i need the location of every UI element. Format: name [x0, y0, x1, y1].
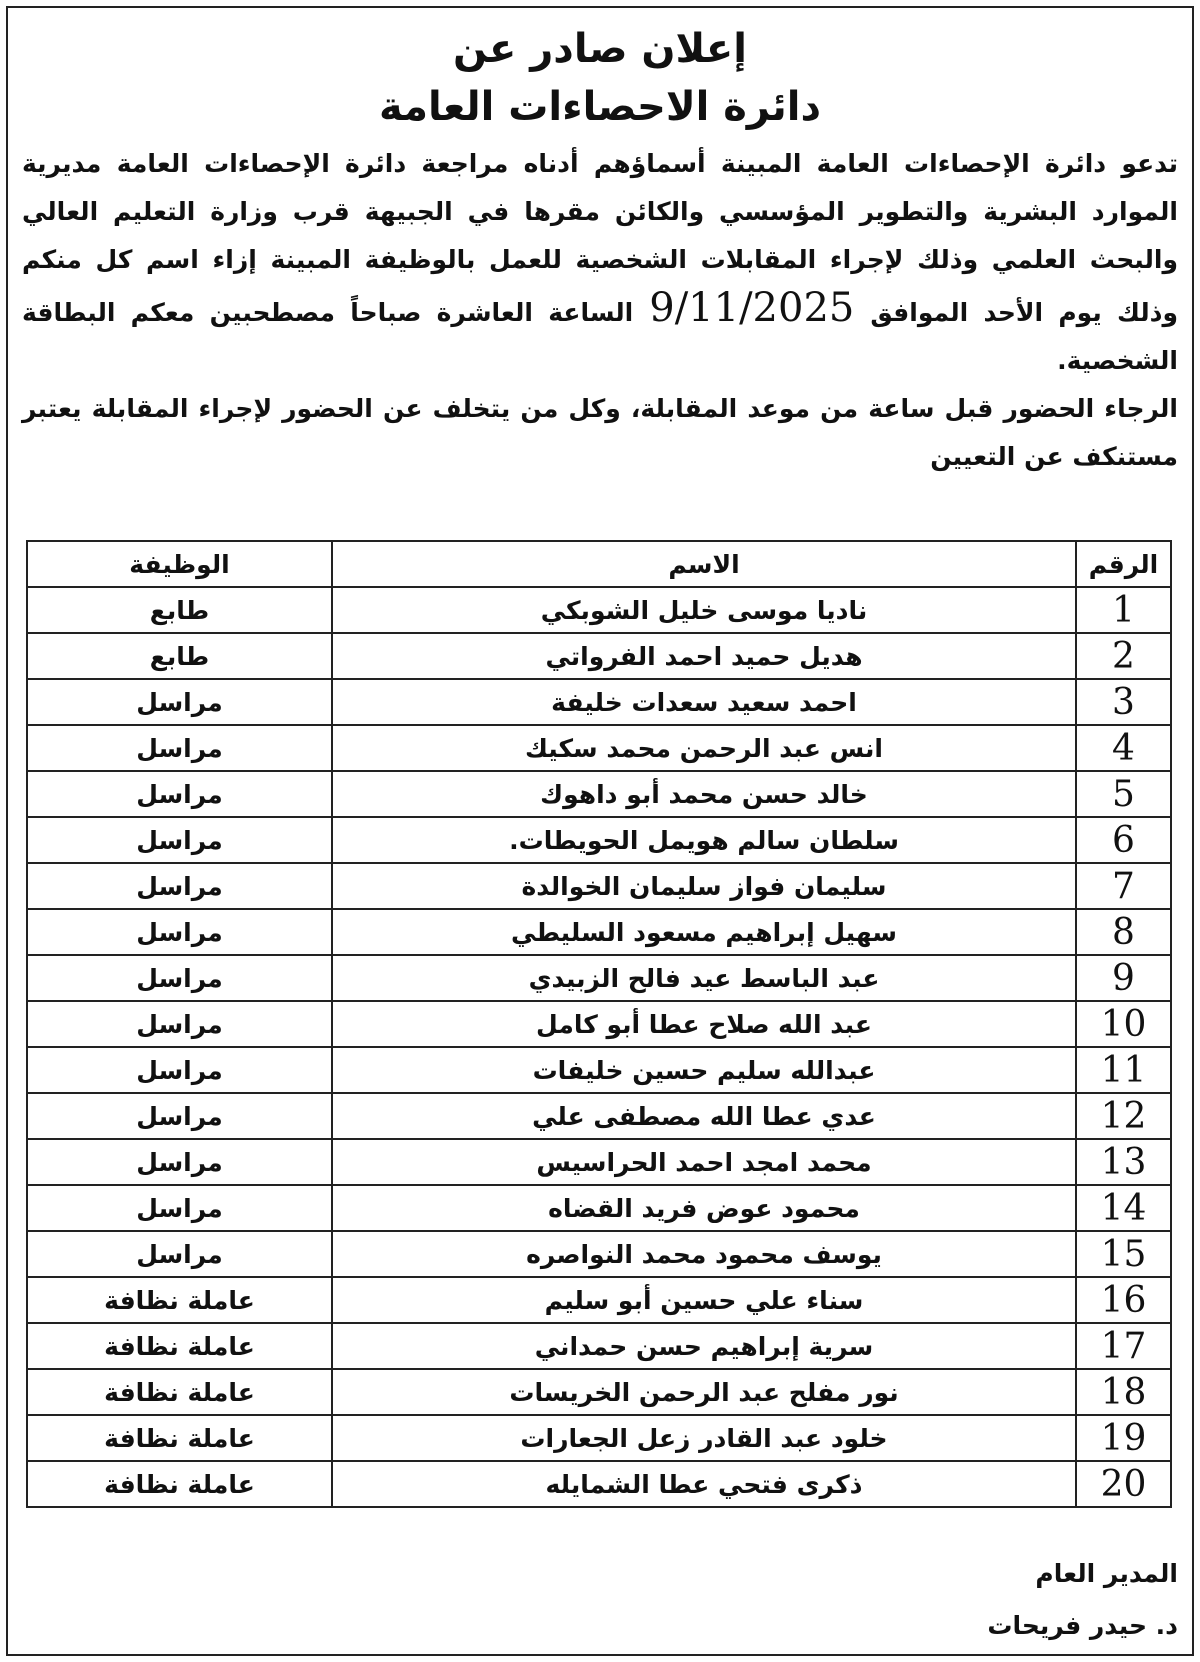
table-row	[27, 1415, 1171, 1461]
row-name: خالد حسن محمد أبو داهوك	[332, 771, 1076, 817]
table-row	[27, 1185, 1171, 1231]
row-number: 14	[1076, 1185, 1171, 1231]
row-number: 3	[1076, 679, 1171, 725]
row-name: عبدالله سليم حسين خليفات	[332, 1047, 1076, 1093]
row-job: عاملة نظافة	[27, 1461, 332, 1507]
row-job: مراسل	[27, 1231, 332, 1277]
row-name: انس عبد الرحمن محمد سكيك	[332, 725, 1076, 771]
table-row	[27, 1323, 1171, 1369]
row-job: عاملة نظافة	[27, 1369, 332, 1415]
row-job: مراسل	[27, 909, 332, 955]
row-job: مراسل	[27, 679, 332, 725]
row-name: سرية إبراهيم حسن حمداني	[332, 1323, 1076, 1369]
row-job: مراسل	[27, 817, 332, 863]
row-name: سلطان سالم هويمل الحويطات.	[332, 817, 1076, 863]
table-row	[27, 633, 1171, 679]
table-row	[27, 1231, 1171, 1277]
row-name: عبد الباسط عيد فالح الزبيدي	[332, 955, 1076, 1001]
column-header-job: الوظيفة	[27, 541, 332, 587]
row-job: مراسل	[27, 725, 332, 771]
row-job: مراسل	[27, 1047, 332, 1093]
table-row	[27, 1139, 1171, 1185]
row-job: مراسل	[27, 1185, 332, 1231]
row-name: خلود عبد القادر زعل الجعارات	[332, 1415, 1076, 1461]
table-row	[27, 863, 1171, 909]
table-row	[27, 1277, 1171, 1323]
row-number: 5	[1076, 771, 1171, 817]
table-row	[27, 1093, 1171, 1139]
announcement-title: إعلان صادر عن	[453, 26, 747, 72]
interview-date: 9/11/2025	[649, 285, 855, 331]
invitation-paragraph	[22, 140, 1178, 385]
table-row	[27, 955, 1171, 1001]
row-job: طابع	[27, 587, 332, 633]
department-title: دائرة الاحصاءات العامة	[378, 84, 822, 130]
row-number: 19	[1076, 1415, 1171, 1461]
row-name: سهيل إبراهيم مسعود السليطي	[332, 909, 1076, 955]
row-name: عبد الله صلاح عطا أبو كامل	[332, 1001, 1076, 1047]
announcement-frame	[6, 6, 1194, 1656]
row-number: 7	[1076, 863, 1171, 909]
row-name: يوسف محمود محمد النواصره	[332, 1231, 1076, 1277]
column-header-number: الرقم	[1076, 541, 1171, 587]
row-number: 18	[1076, 1369, 1171, 1415]
row-job: عاملة نظافة	[27, 1415, 332, 1461]
table-row	[27, 1369, 1171, 1415]
row-job: مراسل	[27, 1001, 332, 1047]
row-name: هديل حميد احمد الفرواتي	[332, 633, 1076, 679]
row-name: احمد سعيد سعدات خليفة	[332, 679, 1076, 725]
row-job: مراسل	[27, 771, 332, 817]
invitation-text: تدعو دائرة الإحصاءات العامة المبينة أسماؤهم أدناه مراجعة دائرة الإحصاءات العامة مديرية الموارد البشرية والتطوير المؤسسي والكائن مقرها في الجبيهة قرب وزارة التعليم العالي والبحث العلمي وذلك لإجراء المقابلات الشخصية للعمل بالوظيفة المبينة إزاء اسم كل منكم وذلك يوم الأحد الموافق	[22, 149, 1178, 327]
row-number: 20	[1076, 1461, 1171, 1507]
invitation-text-continued: الساعة العاشرة صباحاً مصطحبين معكم البطاقة الشخصية.	[22, 298, 1178, 375]
table-row	[27, 725, 1171, 771]
signatory-name: د. حيدر فريحات	[987, 1611, 1178, 1640]
row-job: مراسل	[27, 863, 332, 909]
column-header-name: الاسم	[332, 541, 1076, 587]
table-header-row	[27, 541, 1171, 587]
candidates-table	[26, 540, 1172, 1508]
row-name: ناديا موسى خليل الشوبكي	[332, 587, 1076, 633]
table-row	[27, 587, 1171, 633]
table-body	[27, 587, 1171, 1507]
table-row	[27, 771, 1171, 817]
table-row	[27, 1001, 1171, 1047]
row-name: سليمان فواز سليمان الخوالدة	[332, 863, 1076, 909]
table-row	[27, 679, 1171, 725]
table-row	[27, 1047, 1171, 1093]
row-number: 15	[1076, 1231, 1171, 1277]
row-job: مراسل	[27, 1093, 332, 1139]
row-name: عدي عطا الله مصطفى علي	[332, 1093, 1076, 1139]
row-job: مراسل	[27, 1139, 332, 1185]
row-name: نور مفلح عبد الرحمن الخريسات	[332, 1369, 1076, 1415]
signatory-title: المدير العام	[1035, 1559, 1178, 1588]
table-row	[27, 817, 1171, 863]
row-number: 17	[1076, 1323, 1171, 1369]
row-number: 10	[1076, 1001, 1171, 1047]
row-number: 16	[1076, 1277, 1171, 1323]
row-number: 9	[1076, 955, 1171, 1001]
row-number: 12	[1076, 1093, 1171, 1139]
row-number: 4	[1076, 725, 1171, 771]
announcement-body	[22, 140, 1178, 481]
row-number: 1	[1076, 587, 1171, 633]
row-name: سناء علي حسين أبو سليم	[332, 1277, 1076, 1323]
row-number: 2	[1076, 633, 1171, 679]
row-job: عاملة نظافة	[27, 1277, 332, 1323]
row-job: طابع	[27, 633, 332, 679]
row-number: 8	[1076, 909, 1171, 955]
attendance-note: الرجاء الحضور قبل ساعة من موعد المقابلة، وكل من يتخلف عن الحضور لإجراء المقابلة يعتبر مستنكف عن التعيين	[22, 394, 1178, 471]
row-name: محمود عوض فريد القضاه	[332, 1185, 1076, 1231]
row-name: محمد امجد احمد الحراسيس	[332, 1139, 1076, 1185]
table-row	[27, 1461, 1171, 1507]
row-number: 6	[1076, 817, 1171, 863]
row-job: عاملة نظافة	[27, 1323, 332, 1369]
row-number: 13	[1076, 1139, 1171, 1185]
row-name: ذكرى فتحي عطا الشمايله	[332, 1461, 1076, 1507]
row-job: مراسل	[27, 955, 332, 1001]
row-number: 11	[1076, 1047, 1171, 1093]
table-row	[27, 909, 1171, 955]
